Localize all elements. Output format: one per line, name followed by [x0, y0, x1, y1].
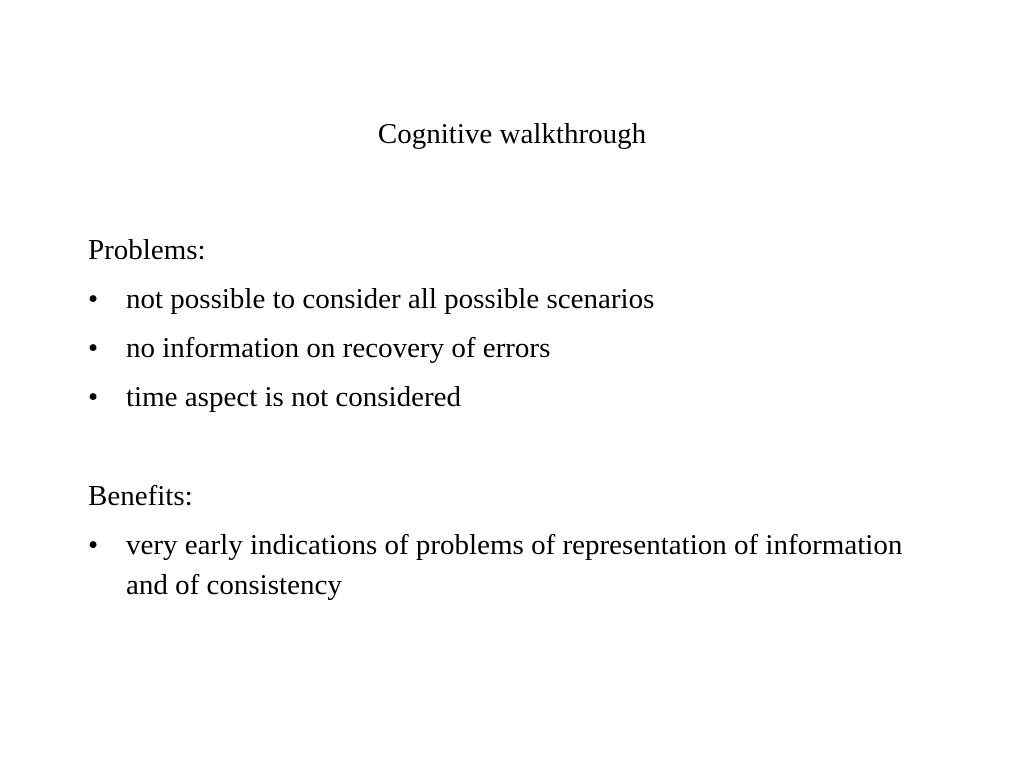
benefit-text: very early indications of problems of representation of information and of consistency	[126, 529, 903, 601]
problem-bullet-item	[88, 279, 908, 319]
bullet-icon: •	[88, 529, 99, 561]
bullet-icon: •	[88, 332, 99, 364]
problem-text: no information on recovery of errors	[126, 332, 551, 364]
problem-bullet-item	[88, 328, 908, 368]
bullet-icon: •	[88, 283, 99, 315]
benefit-bullet-item	[88, 525, 908, 605]
problems-heading: Problems:	[88, 234, 206, 266]
slide-title: Cognitive walkthrough	[377, 118, 647, 150]
benefits-heading: Benefits:	[88, 480, 193, 512]
bullet-icon: •	[88, 381, 99, 413]
problem-bullet-item	[88, 377, 908, 417]
problem-text: not possible to consider all possible scenarios	[126, 283, 655, 315]
problem-text: time aspect is not considered	[126, 381, 462, 413]
